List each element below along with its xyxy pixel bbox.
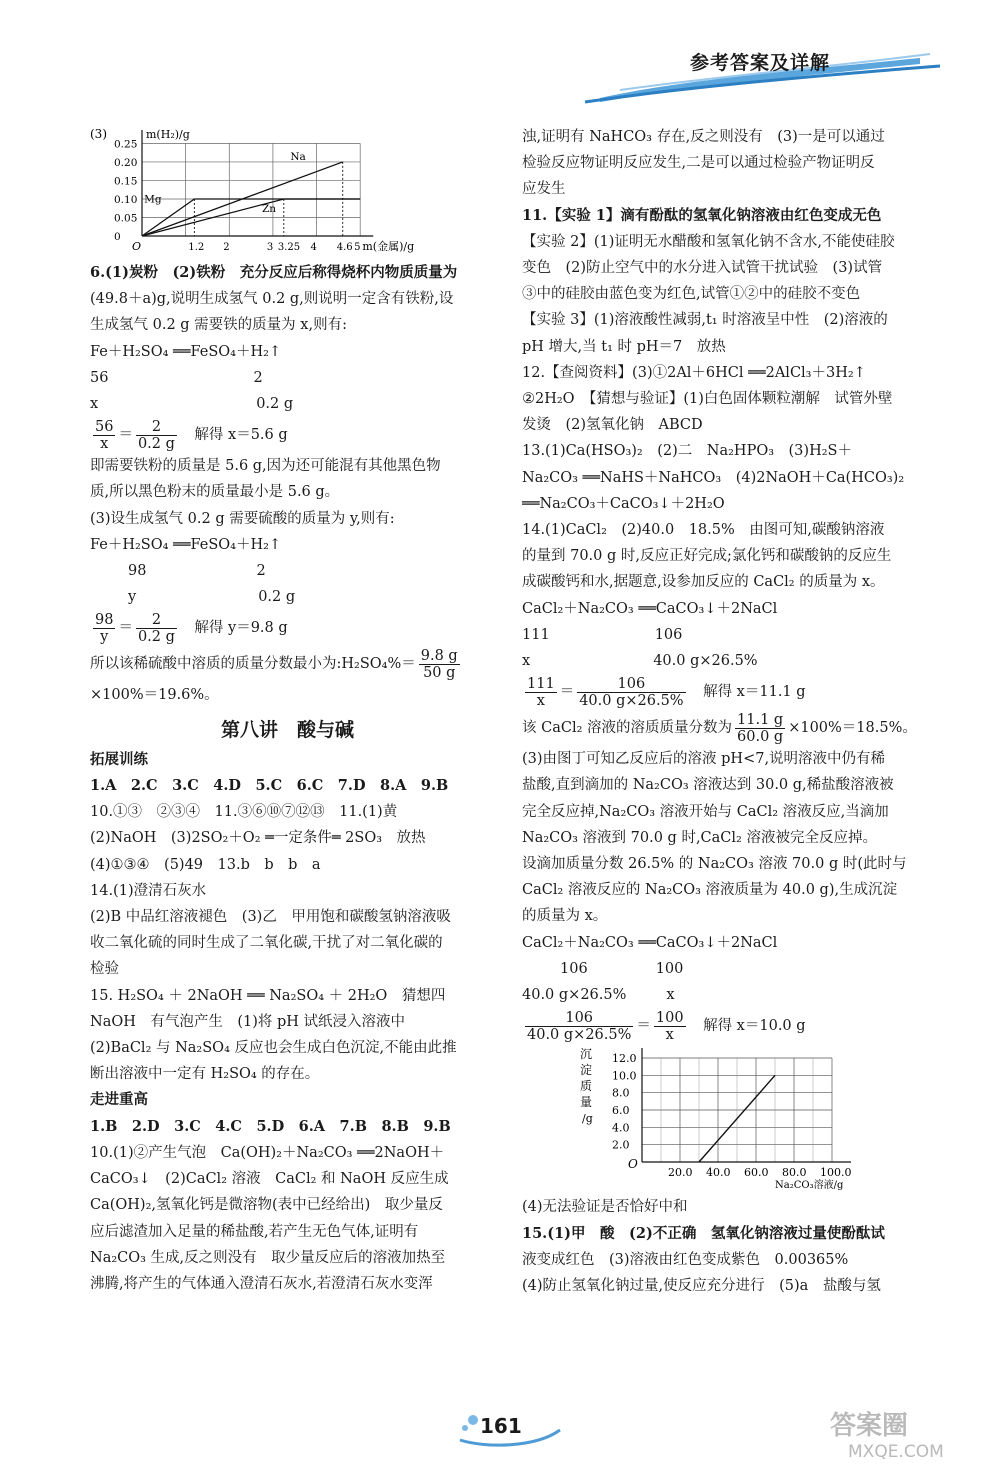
ratio-value: 0.2 g bbox=[258, 589, 296, 606]
x-tick-label: 5 bbox=[354, 242, 361, 253]
fraction-den: 0.2 g bbox=[137, 435, 175, 452]
answer-line: 12.【查阅资料】(3)①2Al＋6HCl ══2AlCl₃＋3H₂↑ bbox=[522, 364, 866, 381]
answer-line: ×100%＝19.6%。 bbox=[90, 687, 219, 704]
ratio-value: 2 bbox=[253, 369, 263, 386]
answer-line: 1.B 2.D 3.C 4.C 5.D 6.A 7.B 8.B 9.B bbox=[90, 1117, 451, 1135]
chart-label: (3) bbox=[90, 127, 107, 141]
right-column bbox=[522, 124, 920, 1299]
answer-line: ③中的硅胶由蓝色变为红色,试管①②中的硅胶不变色 bbox=[522, 286, 861, 303]
ratio-row bbox=[522, 622, 920, 648]
y-tick-label: 0.20 bbox=[114, 156, 138, 169]
ratio-value: x bbox=[666, 987, 675, 1004]
answer-line: (2)B 中品红溶液褪色 (3)乙 甲用饱和碳酸氢钠溶液吸 bbox=[90, 909, 451, 926]
answer-line: pH 增大,当 t₁ 时 pH＝7 放热 bbox=[522, 338, 726, 355]
fraction-num: 2 bbox=[136, 612, 177, 629]
fraction-line: $\frac{98}{y}$ ＝ $\frac{2}{0.2 g}$ 解得 y＝9.8 g bbox=[95, 611, 288, 645]
watermark-logo: 答案圈 bbox=[830, 1411, 909, 1441]
fraction-line: $\frac{111}{x}$ ＝ $\frac{106}{40.0 g\times 26.5\%}$ 解得 x＝11.1 g bbox=[527, 675, 806, 709]
x-tick-label: 4.6 bbox=[336, 242, 353, 253]
answer-line: 应发生 bbox=[522, 181, 566, 198]
answer-line: 1.A 2.C 3.C 4.D 5.C 6.C 7.D 8.A 9.B bbox=[90, 777, 449, 795]
fraction-den: 50 g bbox=[423, 664, 456, 681]
answer-line: 盐酸,直到滴加的 Na₂CO₃ 溶液达到 30.0 g,稀盐酸溶液被 bbox=[522, 777, 894, 794]
equation: Fe＋H₂SO₄ ══FeSO₄＋H₂↑ bbox=[90, 536, 282, 553]
answer-line: NaOH 有气泡产生 (1)将 pH 试纸浸入溶液中 bbox=[90, 1013, 406, 1030]
answer-line: 14.(1)澄清石灰水 bbox=[90, 882, 207, 899]
fraction-result: 解得 x＝10.0 g bbox=[703, 1018, 806, 1035]
y-tick-label: 2.0 bbox=[612, 1138, 630, 1152]
series-label-na: Na bbox=[290, 151, 306, 164]
chart-h2-metal bbox=[90, 124, 485, 260]
fraction-den: x bbox=[665, 1026, 674, 1043]
answer-line: Na₂CO₃ 生成,反之则没有 取少量反应后的溶液加热至 bbox=[90, 1249, 446, 1266]
fraction-num: 11.1 g bbox=[737, 711, 784, 728]
answer-line: Na₂CO₃ ══NaHS＋NaHCO₃ (4)2NaOH＋Ca(HCO₃)₂ bbox=[522, 469, 905, 486]
series-label-zn: Zn bbox=[262, 202, 277, 215]
answer-line: 15. H₂SO₄ ＋ 2NaOH ══ Na₂SO₄ ＋ 2H₂O 猜想四 bbox=[90, 987, 446, 1004]
answer-line: 发烫 (2)氢氧化钠 ABCD bbox=[522, 417, 703, 434]
answer-line: (4)无法验证是否恰好中和 bbox=[522, 1199, 688, 1216]
y-tick-label: 10.0 bbox=[612, 1069, 637, 1083]
x-tick-label: 20.0 bbox=[668, 1166, 693, 1180]
answer-line: 设滴加质量分数 26.5% 的 Na₂CO₃ 溶液 70.0 g 时(此时与 bbox=[522, 856, 907, 873]
answer-line: 质,所以黑色粉末的质量最小是 5.6 g。 bbox=[90, 484, 340, 501]
series-label-mg: Mg bbox=[144, 193, 162, 206]
y-tick-label: 4.0 bbox=[612, 1121, 630, 1135]
ratio-row bbox=[90, 584, 485, 610]
chart-precipitate-svg bbox=[522, 1044, 920, 1194]
header-title: 参考答案及详解 bbox=[690, 52, 831, 74]
answer-text: ×100%＝18.5%。 bbox=[788, 720, 917, 737]
answer-line: (4)①③④ (5)49 13.b b b a bbox=[90, 856, 321, 873]
ratio-value: 40.0 g×26.5% bbox=[522, 987, 627, 1004]
answer-line: 生成氢气 0.2 g 需要铁的质量为 x,则有: bbox=[90, 317, 347, 334]
y-tick-label: 8.0 bbox=[612, 1086, 630, 1100]
x-tick-label: 1.2 bbox=[188, 242, 205, 253]
answer-line: 检验反应物证明反应发生,二是可以通过检验产物证明反 bbox=[522, 155, 875, 172]
answer-line: (4)防止氢氧化钠过量,使反应充分进行 (5)a 盐酸与氢 bbox=[522, 1277, 881, 1294]
answer-line: 10.①③ ②③④ 11.③⑥⑩⑦⑫⑬ 11.(1)黄 bbox=[90, 804, 398, 821]
origin-label: O bbox=[132, 240, 142, 253]
y-tick-label: 0 bbox=[114, 231, 121, 243]
fraction-num: 98 bbox=[95, 611, 114, 628]
y-tick-label: 12.0 bbox=[612, 1052, 637, 1066]
x-axis-label: Na₂CO₃溶液/g bbox=[775, 1180, 844, 1192]
chart-precipitate bbox=[522, 1044, 920, 1194]
ratio-row bbox=[522, 982, 920, 1008]
fraction-line bbox=[90, 646, 485, 682]
ratio-row bbox=[522, 648, 920, 674]
fraction-den: 40.0 g×26.5% bbox=[579, 692, 684, 709]
y-axis-label-char: 质 bbox=[580, 1079, 593, 1094]
answer-line: 【实验 3】(1)溶液酸性减弱,t₁ 时溶液呈中性 (2)溶液的 bbox=[522, 312, 888, 329]
answer-line: (2)NaOH (3)2SO₂＋O₂ ═一定条件═ 2SO₃ 放热 bbox=[90, 830, 426, 847]
answer-line: 10.(1)②产生气泡 Ca(OH)₂＋Na₂CO₃ ══2NaOH＋ bbox=[90, 1144, 445, 1161]
ratio-value: y bbox=[128, 589, 137, 606]
x-tick-label: 40.0 bbox=[706, 1166, 731, 1180]
answer-text: 所以该稀硫酸中溶质的质量分数最小为:H₂SO₄%＝ bbox=[90, 656, 416, 673]
fraction-result: 解得 x＝11.1 g bbox=[703, 684, 806, 701]
answer-line: 的质量为 x。 bbox=[522, 908, 608, 925]
answer-line: 液变成红色 (3)溶液由红色变成紫色 0.00365% bbox=[522, 1251, 849, 1268]
answer-line: (49.8＋a)g,说明生成氢气 0.2 g,则说明一定含有铁粉,设 bbox=[90, 291, 454, 308]
answer-line: 沸腾,将产生的气体通入澄清石灰水,若澄清石灰水变浑 bbox=[90, 1275, 433, 1292]
ratio-row bbox=[90, 365, 485, 391]
answer-line: 浊,证明有 NaHCO₃ 存在,反之则没有 (3)一是可以通过 bbox=[522, 129, 885, 145]
ratio-row bbox=[90, 558, 485, 584]
chart-h2-svg bbox=[90, 124, 485, 260]
y-tick-label: 0.15 bbox=[114, 175, 138, 188]
ratio-value: x bbox=[522, 653, 531, 670]
answer-line: 变色 (2)防止空气中的水分进入试管干扰试验 (3)试管 bbox=[522, 260, 883, 277]
y-tick-label: 0.10 bbox=[114, 193, 138, 206]
left-column bbox=[90, 124, 485, 1297]
subsection-title: 走进重高 bbox=[90, 1092, 148, 1109]
ratio-value: 0.2 g bbox=[256, 396, 294, 413]
answer-line: 应后滤渣加入足量的稀盐酸,若产生无色气体,证明有 bbox=[90, 1223, 419, 1240]
answer-line: 检验 bbox=[90, 961, 119, 978]
x-tick-label: 100.0 bbox=[820, 1166, 852, 1180]
ratio-value: 40.0 g×26.5% bbox=[653, 653, 758, 670]
x-tick-label: 4 bbox=[310, 242, 317, 253]
answer-line: 断出溶液中一定有 H₂SO₄ 的存在。 bbox=[90, 1066, 320, 1083]
answer-line: 15.(1)甲 酸 (2)不正确 氢氧化钠溶液过量使酚酞试 bbox=[522, 1224, 885, 1242]
ratio-value: 100 bbox=[655, 960, 684, 977]
ratio-row bbox=[90, 391, 485, 417]
section-title: 第八讲 酸与碱 bbox=[220, 718, 354, 741]
fraction-line: $\frac{106}{40.0 g\times 26.5\%}$ ＝ $\frac{100}{x}$ 解得 x＝10.0 g bbox=[527, 1009, 806, 1043]
answer-line: 完全反应掉,Na₂CO₃ 溶液开始与 CaCl₂ 溶液反应,当滴加 bbox=[522, 803, 889, 820]
ratio-value: 2 bbox=[256, 563, 266, 580]
answer-line: CaCO₃↓ (2)CaCl₂ 溶液 CaCl₂ 和 NaOH 反应生成 bbox=[90, 1171, 449, 1188]
fraction-den: 60.0 g bbox=[737, 728, 784, 745]
ratio-row bbox=[522, 956, 920, 982]
x-tick-label: 80.0 bbox=[782, 1166, 807, 1180]
equation: CaCl₂＋Na₂CO₃ ══CaCO₃↓＋2NaCl bbox=[522, 934, 778, 951]
page-number: 161 bbox=[480, 1414, 522, 1438]
answer-line: 收二氧化硫的同时生成了二氧化碳,干扰了对二氧化碳的 bbox=[90, 935, 443, 952]
fraction-num: 106 bbox=[525, 1010, 633, 1027]
answer-line: (3)由图丁可知乙反应后的溶液 pH<7,说明溶液中仍有稀 bbox=[522, 751, 886, 768]
answer-line: Na₂CO₃ 溶液到 70.0 g 时,CaCl₂ 溶液被完全反应掉。 bbox=[522, 829, 877, 846]
answer-line: 的量到 70.0 g 时,反应正好完成;氯化钙和碳酸钠的反应生 bbox=[522, 548, 892, 565]
y-tick-label: 0.05 bbox=[114, 212, 138, 225]
equation: CaCl₂＋Na₂CO₃ ══CaCO₃↓＋2NaCl bbox=[522, 600, 778, 617]
fraction-num: 111 bbox=[527, 675, 555, 692]
answer-line: CaCl₂ 溶液反应的 Na₂CO₃ 溶液质量为 40.0 g),生成沉淀 bbox=[522, 882, 898, 899]
fraction-result: 解得 y＝9.8 g bbox=[194, 620, 288, 637]
fraction-den: 0.2 g bbox=[137, 628, 175, 645]
x-tick-label: 60.0 bbox=[744, 1166, 769, 1180]
answer-line: 13.(1)Ca(HSO₃)₂ (2)二 Na₂HPO₃ (3)H₂S＋ bbox=[522, 443, 852, 460]
answer-line: ②2H₂O 【猜想与验证】(1)白色固体颗粒潮解 试管外壁 bbox=[522, 391, 893, 408]
x-tick-label: 3.25 bbox=[277, 242, 301, 253]
y-tick-label: 0.25 bbox=[114, 138, 138, 151]
ratio-value: 111 bbox=[522, 626, 550, 643]
fraction-num: 56 bbox=[95, 418, 114, 435]
answer-line: Ca(OH)₂,氢氧化钙是微溶物(表中已经给出) 取少量反 bbox=[90, 1197, 443, 1214]
fraction-num: 9.8 g bbox=[420, 647, 458, 664]
subsection-title: 拓展训练 bbox=[90, 751, 148, 768]
y-axis-label-char: 量 bbox=[580, 1095, 593, 1110]
fraction-den: x bbox=[100, 435, 109, 452]
fraction-den: y bbox=[100, 628, 109, 645]
answer-line: 6.(1)炭粉 (2)铁粉 充分反应后称得烧杯内物质质量为 bbox=[90, 264, 458, 281]
ratio-value: 98 bbox=[128, 563, 147, 580]
ratio-value: 106 bbox=[560, 960, 588, 977]
answer-line: (2)BaCl₂ 与 Na₂SO₄ 反应也会生成白色沉淀,不能由此推 bbox=[90, 1040, 457, 1057]
y-axis-label-char: 沉 bbox=[580, 1047, 593, 1062]
fraction-result: 解得 x＝5.6 g bbox=[194, 427, 288, 444]
ratio-value: x bbox=[90, 396, 99, 413]
ratio-value: 106 bbox=[654, 626, 683, 643]
ratio-value: 56 bbox=[90, 369, 109, 386]
y-axis-label: m(H₂)/g bbox=[146, 128, 190, 141]
fraction-num: 2 bbox=[136, 419, 177, 436]
answer-line: 14.(1)CaCl₂ (2)40.0 18.5% 由图可知,碳酸钠溶液 bbox=[522, 522, 885, 539]
answer-text: 该 CaCl₂ 溶液的溶质质量分数为 bbox=[522, 720, 733, 737]
y-tick-label: 6.0 bbox=[612, 1104, 630, 1118]
origin-label: O bbox=[628, 1157, 638, 1172]
y-axis-unit: /g bbox=[582, 1112, 593, 1126]
fraction-den: 40.0 g×26.5% bbox=[527, 1026, 632, 1043]
fraction-den: x bbox=[536, 692, 545, 709]
answer-line: 【实验 2】(1)证明无水醋酸和氢氧化钠不含水,不能使硅胶 bbox=[522, 233, 895, 250]
x-tick-label: 3 bbox=[266, 242, 274, 253]
equation: Fe＋H₂SO₄ ══FeSO₄＋H₂↑ bbox=[90, 343, 282, 360]
answer-line: 即需要铁粉的质量是 5.6 g,因为还可能混有其他黑色物 bbox=[90, 458, 441, 475]
answer-line: (3)设生成氢气 0.2 g 需要硫酸的质量为 y,则有: bbox=[90, 510, 395, 527]
x-axis-label: m(金属)/g bbox=[362, 240, 415, 253]
fraction-num: 106 bbox=[577, 676, 685, 693]
fraction-line: $\frac{56}{x}$ ＝ $\frac{2}{0.2 g}$ 解得 x＝5.6 g bbox=[95, 418, 288, 452]
y-axis-label-char: 淀 bbox=[580, 1063, 593, 1078]
watermark-url: MXQE.COM bbox=[848, 1442, 944, 1462]
fraction-line bbox=[522, 710, 920, 746]
answer-line: 成碳酸钙和水,据题意,设参加反应的 CaCl₂ 的质量为 x。 bbox=[522, 574, 885, 591]
x-tick-label: 2 bbox=[223, 242, 230, 253]
answer-line: 11.【实验 1】滴有酚酞的氢氧化钠溶液由红色变成无色 bbox=[522, 206, 882, 224]
fraction-num: 100 bbox=[655, 1009, 684, 1026]
answer-line: ══Na₂CO₃＋CaCO₃↓＋2H₂O bbox=[522, 495, 725, 512]
